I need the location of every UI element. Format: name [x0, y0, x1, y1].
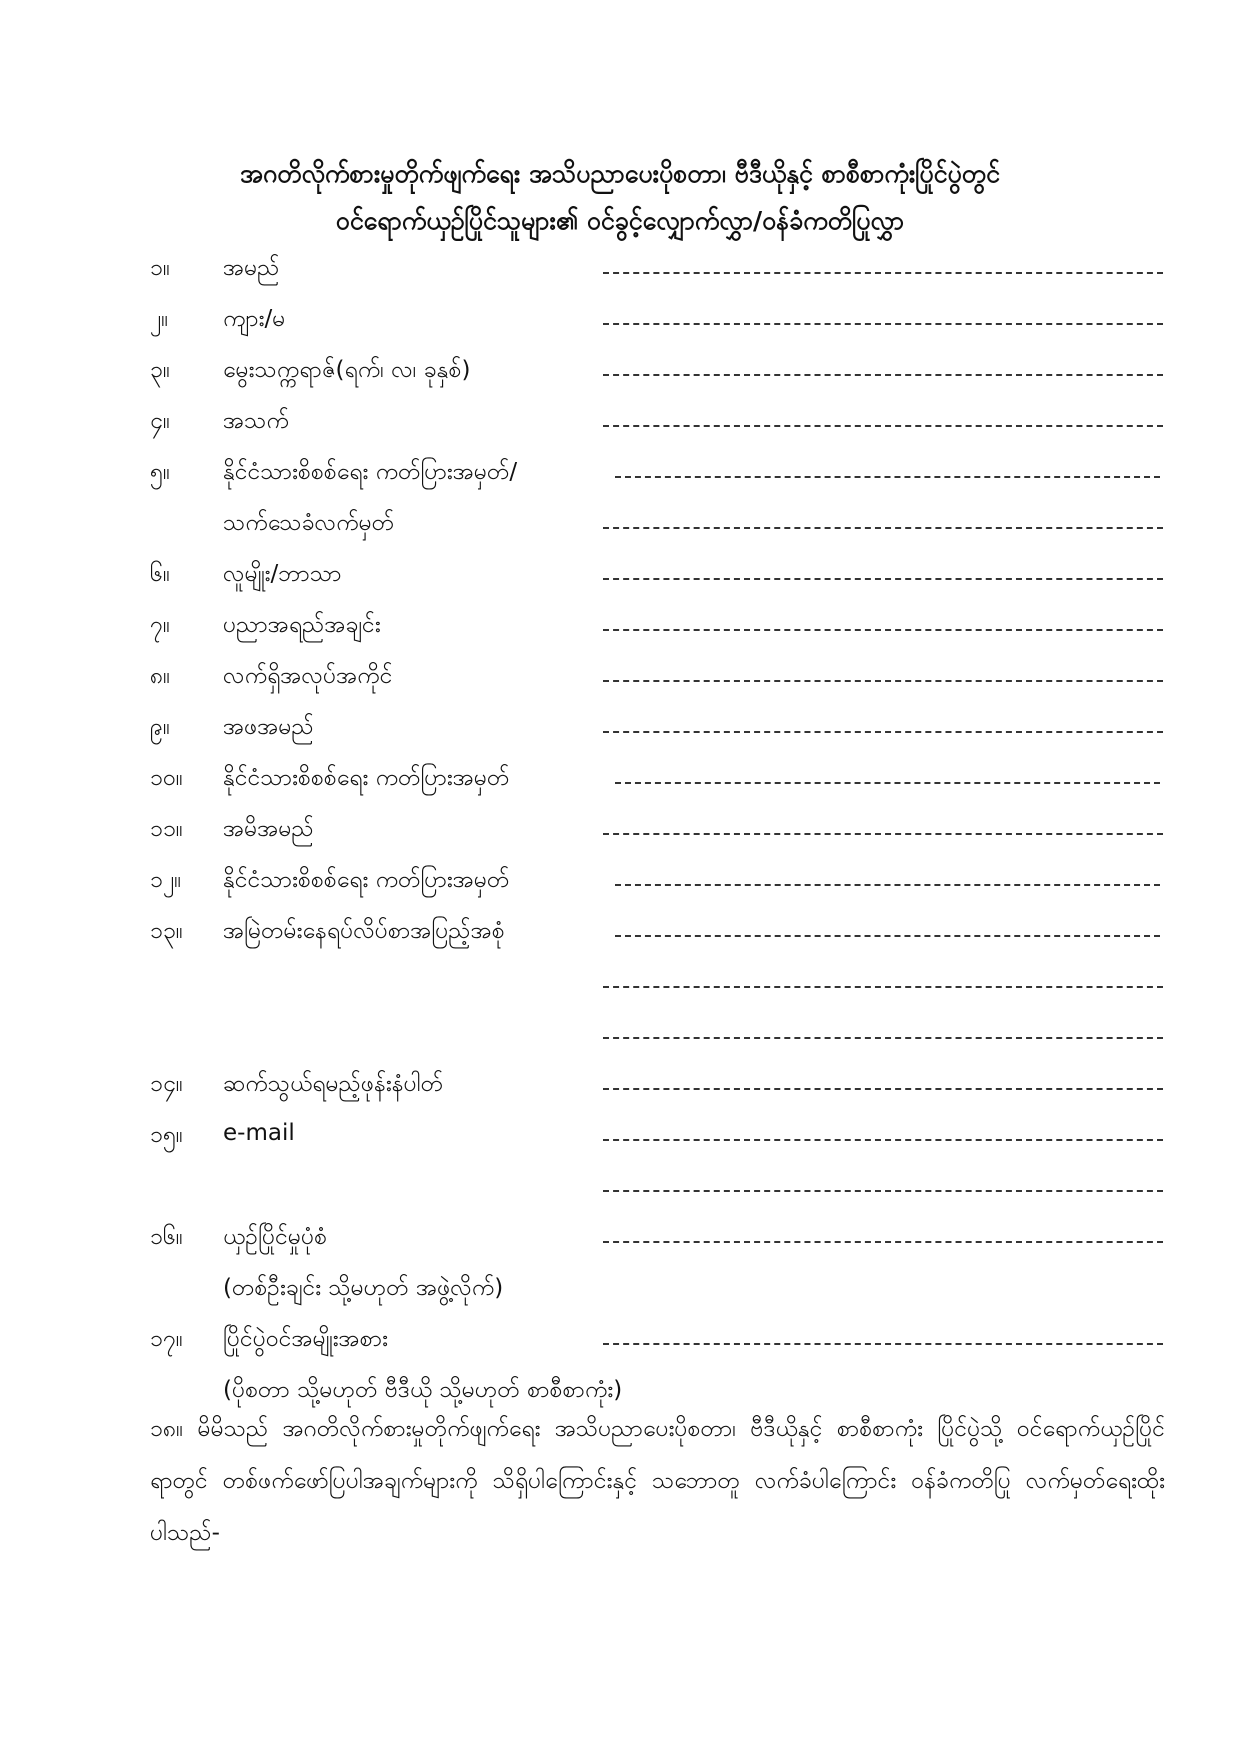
field-label: အသက် — [223, 408, 289, 434]
field-number: ၆။ — [150, 561, 170, 587]
fill-in-line[interactable] — [603, 680, 1163, 682]
field-label: ပညာအရည်အချင်း — [223, 612, 381, 638]
field-number: ၁၇။ — [150, 1326, 183, 1352]
field-label: နိုင်ငံသားစိစစ်ရေး ကတ်ပြားအမှတ် — [223, 867, 510, 893]
application-form — [0, 245, 1240, 1418]
field-number: ၁၆။ — [150, 1224, 183, 1250]
field-label: ယှဉ်ပြိုင်မှုပုံစံ — [223, 1224, 328, 1250]
field-ethnicity-religion — [0, 551, 1240, 602]
title-line-2: ဝင်ရောက်ယှဉ်ပြိုင်သူများ၏ ဝင်ခွင့်လျှောက်လွှာ/ဝန်ခံကတိပြုလွှာ — [335, 206, 905, 235]
fill-in-line[interactable] — [603, 1088, 1163, 1090]
field-competition-format-note — [0, 1265, 1240, 1316]
form-title — [0, 150, 1240, 244]
field-label: အဖအမည် — [223, 714, 314, 740]
field-label: မွေးသက္ကရာဇ်(ရက်၊ လ၊ ခုနှစ်) — [223, 357, 471, 383]
field-mother-nrc — [0, 857, 1240, 908]
field-permanent-address-line-3 — [0, 1010, 1240, 1061]
declaration-paragraph — [150, 1403, 1165, 1559]
fill-in-line[interactable] — [603, 374, 1163, 376]
fill-in-line[interactable] — [603, 527, 1163, 529]
fill-in-line[interactable] — [615, 935, 1160, 937]
field-number: ၅။ — [150, 459, 170, 485]
field-number: ၁။ — [150, 255, 170, 281]
field-email-line-2 — [0, 1163, 1240, 1214]
field-date-of-birth — [0, 347, 1240, 398]
field-nrc-number-continued — [0, 500, 1240, 551]
field-sublabel: (တစ်ဦးချင်း သို့မဟုတ် အဖွဲ့လိုက်) — [223, 1275, 504, 1301]
field-sublabel: (ပိုစတာ သို့မဟုတ် ဗီဒီယို သို့မဟုတ် စာစီစာကုံး) — [223, 1377, 623, 1403]
field-label: ပြိုင်ပွဲဝင်အမျိုးအစား — [223, 1326, 388, 1352]
fill-in-line[interactable] — [603, 1190, 1163, 1192]
field-permanent-address-line-2 — [0, 959, 1240, 1010]
field-sublabel: သက်သေခံလက်မှတ် — [223, 510, 395, 536]
field-label: လက်ရှိအလုပ်အကိုင် — [223, 663, 393, 689]
field-label: လူမျိုး/ဘာသာ — [223, 561, 342, 587]
field-competition-category — [0, 1316, 1240, 1367]
field-number: ၃။ — [150, 357, 170, 383]
field-label: နိုင်ငံသားစိစစ်ရေး ကတ်ပြားအမှတ် — [223, 765, 510, 791]
field-label: အမည် — [223, 255, 280, 281]
title-line-1: အဂတိလိုက်စားမှုတိုက်ဖျက်ရေး အသိပညာပေးပိုစတာ၊ ဗီဒီယိုနှင့် စာစီစာကုံးပြိုင်ပွဲတွင် — [240, 159, 1000, 188]
field-number: ၁၃။ — [150, 918, 183, 944]
field-number: ၈။ — [150, 663, 171, 689]
field-nrc-number — [0, 449, 1240, 500]
declaration-number: ၁၈။ — [150, 1416, 184, 1442]
field-number: ၁၄။ — [150, 1071, 183, 1097]
fill-in-line[interactable] — [603, 1037, 1163, 1039]
field-number: ၁၅။ — [150, 1122, 183, 1148]
field-mother-name — [0, 806, 1240, 857]
fill-in-line[interactable] — [603, 578, 1163, 580]
fill-in-line[interactable] — [603, 833, 1163, 835]
field-name — [0, 245, 1240, 296]
declaration-text: မိမိသည် အဂတိလိုက်စားမှုတိုက်ဖျက်ရေး အသိပညာပေးပိုစတာ၊ ဗီဒီယိုနှင့် စာစီစာကုံး ပြိုင်ပွဲသို့ ဝင်ရောက်ယှဉ်ပြိုင်ရာတွင် တစ်ဖက်ဖော်ပြပါအချက်များကို သိရှိပါကြောင်းနှင့် သဘောတူ လက်ခံပါကြောင်း ဝန်ခံကတိပြု လက်မှတ်ရေးထိုးပါသည်- — [150, 1416, 1165, 1546]
fill-in-line[interactable] — [603, 1241, 1163, 1243]
field-phone — [0, 1061, 1240, 1112]
field-number: ၇။ — [150, 612, 170, 638]
field-number: ၁၁။ — [150, 816, 183, 842]
fill-in-line[interactable] — [603, 731, 1163, 733]
field-age — [0, 398, 1240, 449]
fill-in-line[interactable] — [603, 1139, 1163, 1141]
field-number: ၄။ — [150, 408, 170, 434]
field-label: နိုင်ငံသားစိစစ်ရေး ကတ်ပြားအမှတ်/ — [223, 459, 518, 485]
field-label: အမြဲတမ်းနေရပ်လိပ်စာအပြည့်အစုံ — [223, 918, 505, 944]
field-occupation — [0, 653, 1240, 704]
field-label: အမိအမည် — [223, 816, 314, 842]
field-email — [0, 1112, 1240, 1163]
fill-in-line[interactable] — [603, 272, 1163, 274]
field-number: ၉။ — [150, 714, 170, 740]
field-label: ဆက်သွယ်ရမည့်ဖုန်းနံပါတ် — [223, 1071, 444, 1097]
fill-in-line[interactable] — [615, 476, 1160, 478]
field-number: ၂။ — [150, 306, 169, 332]
field-permanent-address — [0, 908, 1240, 959]
fill-in-line[interactable] — [603, 425, 1163, 427]
field-father-nrc — [0, 755, 1240, 806]
field-number: ၁၂။ — [150, 867, 182, 893]
field-father-name — [0, 704, 1240, 755]
field-label: e-mail — [223, 1120, 295, 1146]
fill-in-line[interactable] — [603, 986, 1163, 988]
fill-in-line[interactable] — [615, 782, 1160, 784]
fill-in-line[interactable] — [603, 323, 1163, 325]
fill-in-line[interactable] — [603, 629, 1163, 631]
field-gender — [0, 296, 1240, 347]
fill-in-line[interactable] — [603, 1343, 1163, 1345]
field-number: ၁၀။ — [150, 765, 183, 791]
field-label: ကျား/မ — [223, 306, 286, 332]
field-education — [0, 602, 1240, 653]
field-competition-format — [0, 1214, 1240, 1265]
fill-in-line[interactable] — [615, 884, 1160, 886]
